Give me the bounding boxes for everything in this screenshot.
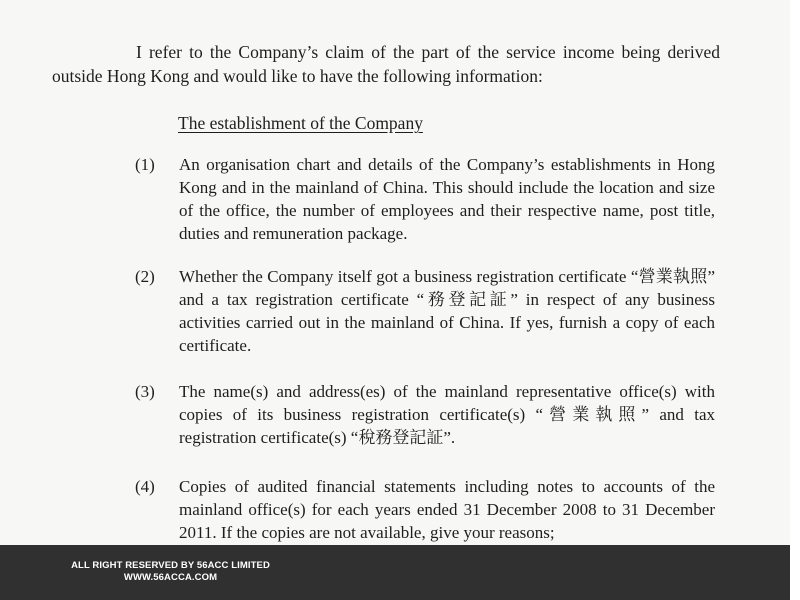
copyright-line: ALL RIGHT RESERVED BY 56ACC LIMITED (71, 560, 270, 571)
item-number: (4) (135, 477, 155, 496)
copyright-notice (58, 560, 283, 584)
intro-paragraph: I refer to the Company’s claim of the part of the service income being derived outside Hong Kong and would like to have the following information: (52, 42, 720, 86)
item-number: (3) (135, 382, 155, 401)
item-number: (1) (135, 155, 155, 174)
website-line: WWW.56ACCA.COM (123, 572, 218, 583)
item-text: Whether the Company itself got a business registration certificate “營業執照” and a tax registration certificate “務登記証” in respect of any business activities carried out in the mainland of China. If yes, furnish a copy of each certificate. (179, 267, 715, 355)
item-text: An organisation chart and details of the Company’s establishments in Hong Kong and in the mainland of China. This should include the location and size of the office, the number of employees and their respective name, post title, duties and remuneration package. (179, 155, 715, 243)
margin-strip (790, 0, 800, 545)
item-text: Copies of audited financial statements including notes to accounts of the mainland office(s) for each years ended 31 December 2008 to 31 December 2011. If the copies are not available, give your reasons; (179, 477, 715, 542)
list-item (135, 153, 715, 245)
footer-margin (790, 545, 800, 600)
item-text: The name(s) and address(es) of the mainland representative office(s) with copies of its business registration certificate(s) “營業執照” and tax registration certificate(s) “稅務登記証”. (179, 382, 715, 447)
item-number: (2) (135, 267, 155, 286)
list-item (135, 380, 715, 449)
section-heading: The establishment of the Company (178, 113, 423, 133)
list-item (135, 475, 715, 544)
list-item (135, 265, 715, 357)
